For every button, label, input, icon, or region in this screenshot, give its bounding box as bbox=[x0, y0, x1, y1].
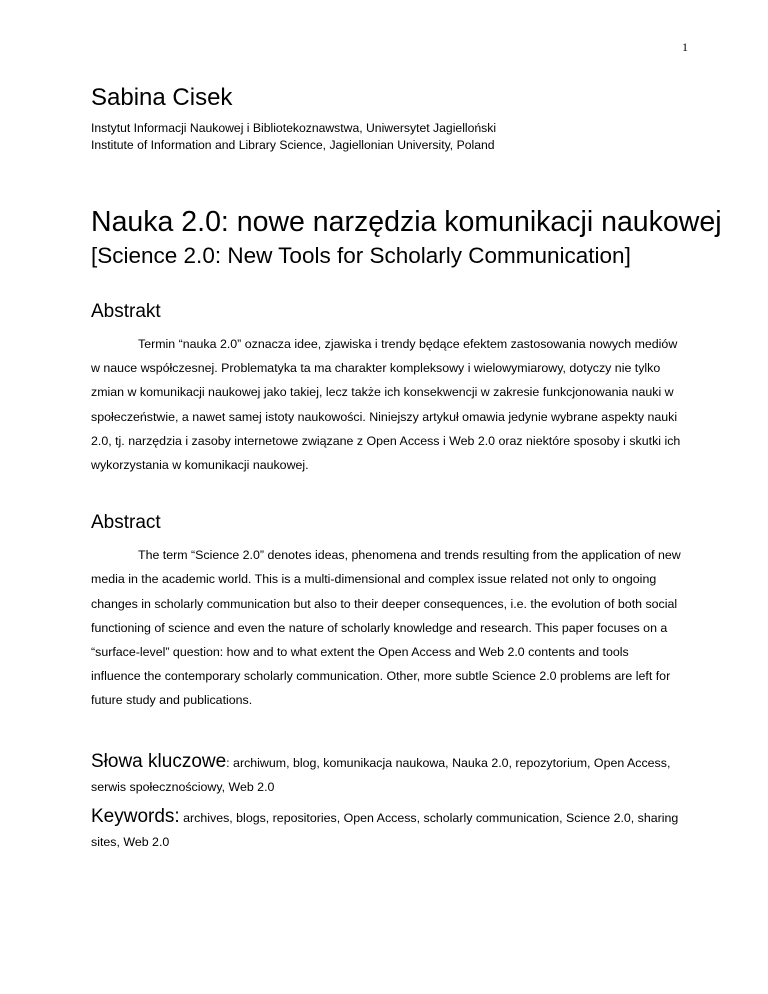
paper-title: Nauka 2.0: nowe narzędzia komunikacji naukowej bbox=[91, 206, 722, 238]
affiliation-polish: Instytut Informacji Naukowej i Bibliotekoznawstwa, Uniwersytet Jagielloński bbox=[91, 121, 497, 135]
keywords-english-text: archives, blogs, repositories, Open Access, scholarly communication, Science 2.0, sharing sites, Web 2.0 bbox=[91, 811, 679, 850]
abstract-text: The term “Science 2.0” denotes ideas, phenomena and trends resulting from the application of new media in the academic world. This is a multi-dimensional and complex issue related not only to ongoing changes in scholarly communication but also to their deeper consequences, i.e. the evolution of both social functioning of science and even the nature of scholarly knowledge and research. This paper focuses on a “surface-level” question: how and to what extent the Open Access and Web 2.0 contents and tools influence the contemporary scholarly communication. Other, more subtle Science 2.0 problems are left for future study and publications. bbox=[91, 548, 681, 708]
abstrakt-heading: Abstrakt bbox=[91, 301, 161, 322]
keywords-polish-label: Słowa kluczowe bbox=[91, 750, 227, 772]
keywords-polish bbox=[91, 750, 681, 799]
page-content bbox=[91, 84, 722, 854]
page-number: 1 bbox=[682, 40, 688, 54]
abstrakt-text: Termin “nauka 2.0” oznacza idee, zjawiska i trendy będące efektem zastosowania nowych mediów w nauce współczesnej. Problematyka ta ma charakter kompleksowy i wielowymiarowy, dotyczy nie tylko zmian w komunikacji naukowej jako takiej, lecz także ich konsekwencji w zakresie funkcjonowania nauki w społeczeństwie, a nawet samej istoty naukowości. Niniejszy artykuł omawia jedynie wybrane aspekty nauki 2.0, tj. narzędzia i zasoby internetowe związane z Open Access i Web 2.0 oraz niektóre sposoby i skutki ich wykorzystania w komunikacji naukowej. bbox=[91, 337, 681, 473]
keywords-english-label: Keywords: bbox=[91, 806, 180, 828]
keywords-english bbox=[91, 805, 681, 854]
paper-subtitle: [Science 2.0: New Tools for Scholarly Communication] bbox=[91, 243, 631, 268]
affiliation-english: Institute of Information and Library Science, Jagiellonian University, Poland bbox=[91, 138, 495, 152]
author-name: Sabina Cisek bbox=[91, 84, 233, 111]
abstract-heading: Abstract bbox=[91, 512, 161, 534]
keywords-polish-text: : archiwum, blog, komunikacja naukowa, Nauka 2.0, repozytorium, Open Access, serwis społecznościowy, Web 2.0 bbox=[91, 755, 671, 794]
